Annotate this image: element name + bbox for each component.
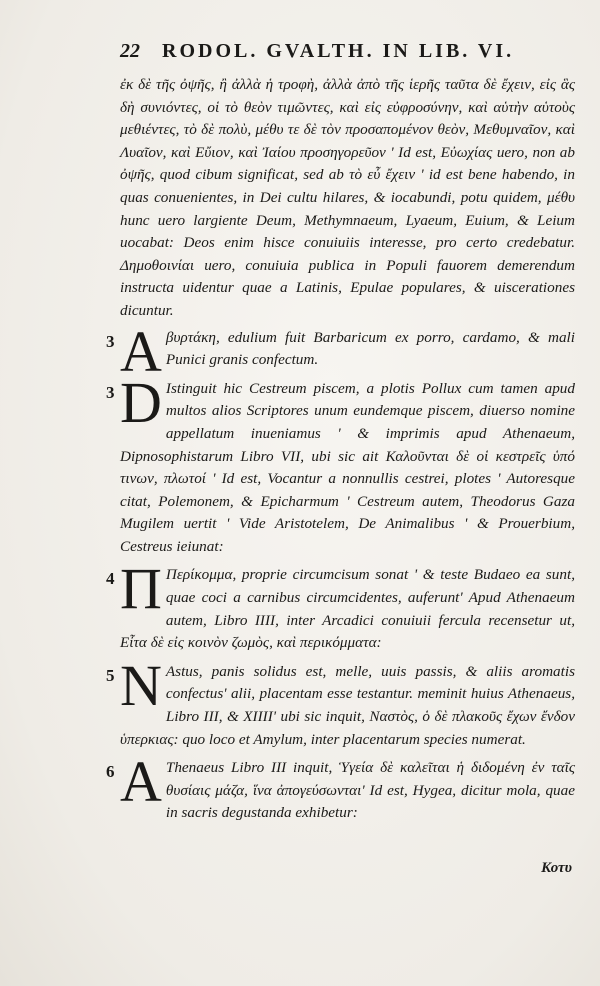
entry [106,749,575,825]
entry-text: βυρτάκη, edulium fuit Barbaricum ex porro, cardamo, & mali Punici granis confectum. [165,328,575,369]
entry-text: Istinguit hic Cestreum piscem, a plotis Pollux cum tamen apud multos alios Scriptores unum eundemque piscem, diuerso nomine appellatum inueniamus ' & imprimis apud Athenaeum, Dipnosophistarum Libro VII, ubi sic ait Καλοῦνται δὲ οἱ κεστρεῖς ὑπό τινων, πλωτοί ' Id est, Vocantur a nonnullis cestrei, plotes ' Autoresque citat, Polemonem, & Epicharmum ' Cestreum autem, Theodorus Gaza Mugilem uertit ' Vide Aristotelem, De Animalibus ' & Prouerbium, Cestreus ieiunat: [120,379,575,555]
note-number: 4 [106,569,115,589]
dropcap: N [120,652,160,718]
note-number: 3 [106,382,115,402]
entry-text: Περίκομμα, proprie circumcisum sonat ' & teste Budaeo ea sunt, quae coci a carnibus circumcidentes, auferunt' Apud Athenaeum autem, Libro IIII, inter Arcadici conuiuii fercula recensetur ut, Εἶτα δὲ εἰς κοινὸν ζωμὸς, καὶ περικόμματα: [120,566,575,652]
dropcap: D [120,369,160,435]
body-text [106,74,575,825]
entry [106,556,575,654]
entry [106,652,575,751]
dropcap: A [120,749,160,815]
note-number: 3 [106,331,115,351]
note-number: 5 [106,665,115,685]
entry [106,318,575,384]
intro-paragraph: ἐκ δὲ τῆς ὀψῆς, ἢ ἀλλὰ ἡ τροφὴ, ἀλλὰ ἀπὸ τῆς ἱερῆς ταῦτα δὲ ἔχειν, εἰς ἃς δὴ συνιόντες, οἱ τὸ θεὸν τιμῶντες, καὶ εἰς εὐφροσύνην, καὶ αὑτὴν αὑτοὺς μεθιέντες, τὸ δὲ πολὺ, μέθυ τε δὲ τὸν προσαπομένον θεὸν, Μεθυμναῖον, καὶ Λυαῖον, καὶ Εὔιον, καὶ Ἰαίου προσηγορεῦον ' Id est, Εὐωχίας uero, non ab ὀψῆς, quod cibum significat, sed ab τὸ εὖ ἔχειν ' id est bene habendo, in quas conuenientes, in Dei cultu hilares, & iocabundi, potu quidem, μέθυ hunc uero largiente Deum, Methymnaeum, Lyaeum, Euium, & Leium uocabat: Deos enim hisce conuiuiis interesse, pro certo credebatur. Δημοθοινίαι uero, conuiuia publica in Populi fauorem demerendum instructa uidentur quae a Latinis, Epulae populares, & uiscerationes dicuntur. [120,76,575,319]
dropcap: A [120,318,160,384]
entry [106,369,575,559]
entry-text: Thenaeus Libro III inquit, Ὑγεία δὲ καλεῖται ἡ διδομένη ἐν ταῖς θυσίαις μάζα, ἵνα ἀπογεύσωνται' Id est, Hygea, dicitur mola, quae in sacris degustanda exhibetur: [165,759,575,822]
note-number: 6 [106,762,115,782]
folio-number: 22 [120,40,140,62]
catchword: Κοτυ [541,860,572,876]
entry-text: Astus, panis solidus est, melle, uuis passis, & aliis aromatis confectus' alii, placentam esse testantur. meminit huius Athenaeus, Libro III, & XIIII' ubi sic inquit, Ναστὸς, ὁ δὲ πλακοῦς ἔχων ἔνδον ὑπερκιας: quo loco et Amylum, inter placentarum species numerat. [120,662,575,748]
running-title: RODOL. GVALTH. IN LIB. VI. [162,40,515,62]
running-header [120,40,580,63]
dropcap: Π [120,556,160,622]
